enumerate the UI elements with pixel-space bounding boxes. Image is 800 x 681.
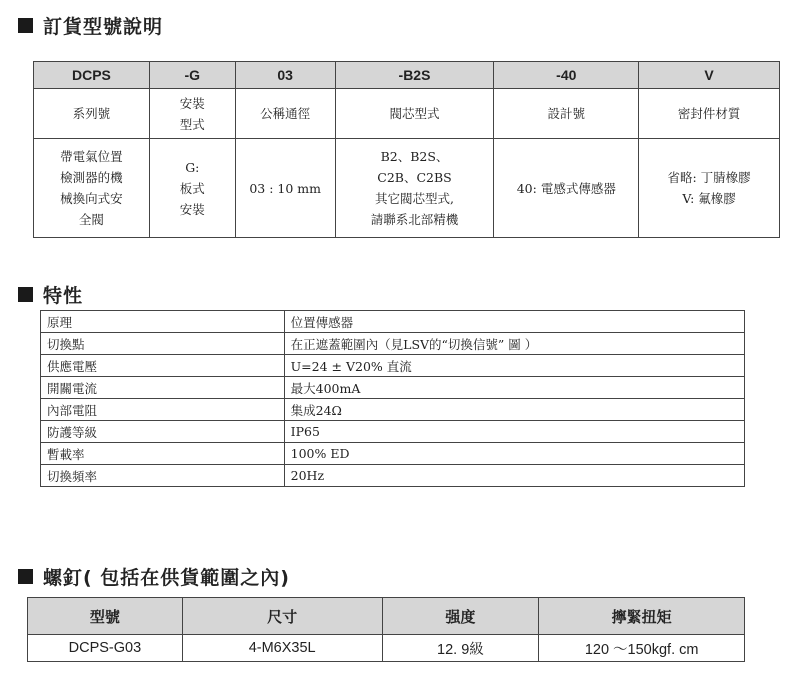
cell-line: 公稱通徑 [260, 106, 311, 121]
characteristic-row [41, 443, 745, 465]
characteristic-name: 內部電阻 [41, 399, 285, 421]
square-bullet-icon [18, 18, 33, 33]
square-bullet-icon [18, 569, 33, 584]
order-header-cell: V [639, 62, 780, 89]
cell-line: 40: 電感式傳感器 [516, 180, 616, 196]
characteristic-name: 供應電壓 [41, 355, 285, 377]
cell-line: G: [185, 159, 200, 175]
screw-section-heading [18, 563, 290, 590]
order-header-cell: -B2S [335, 62, 494, 89]
screw-header-cell: 擰緊扭矩 [539, 598, 745, 635]
screw-header-row [28, 598, 745, 635]
characteristic-value: 集成24Ω [284, 399, 744, 421]
characteristic-row [41, 333, 745, 355]
order-label-row [34, 89, 780, 139]
screw-table [27, 597, 745, 662]
props-heading-text: 特性 [43, 285, 84, 307]
screw-header-cell: 强度 [382, 598, 539, 635]
props-section-heading [18, 281, 83, 308]
screw-cell: DCPS-G03 [28, 635, 183, 662]
screw-cell: 120 ～150kgf. cm [539, 635, 745, 662]
characteristic-row [41, 421, 745, 443]
order-heading-text: 訂貨型號說明 [43, 16, 164, 38]
characteristics-table [40, 310, 745, 487]
characteristic-value: IP65 [284, 421, 744, 443]
cell-line: 閥芯型式 [389, 106, 440, 121]
characteristic-row [41, 465, 745, 487]
characteristic-name: 防護等級 [41, 421, 285, 443]
characteristic-row [41, 311, 745, 333]
order-desc-cell [34, 139, 150, 238]
cell-line: 安裝 [179, 201, 205, 217]
screw-cell: 12. 9級 [382, 635, 539, 662]
cell-line: 型式 [179, 116, 205, 132]
characteristic-value: 20Hz [284, 465, 744, 487]
cell-line: 密封件材質 [677, 106, 741, 121]
order-label-cell [335, 89, 494, 139]
characteristic-name: 切換點 [41, 333, 285, 355]
screw-header-cell: 尺寸 [182, 598, 382, 635]
characteristic-value: 最大400mA [284, 377, 744, 399]
cell-line: 械換向式安 [60, 191, 123, 206]
order-label-cell [639, 89, 780, 139]
cell-line: B2、B2S、 [380, 149, 449, 164]
order-header-cell: -G [149, 62, 235, 89]
cell-line: 安裝 [179, 95, 205, 111]
characteristic-name: 原理 [41, 311, 285, 333]
order-desc-cell [639, 139, 780, 238]
characteristic-row [41, 377, 745, 399]
cell-line: 其它閥芯型式, [375, 191, 454, 206]
characteristic-name: 切換頻率 [41, 465, 285, 487]
order-label-cell [34, 89, 150, 139]
order-description-row [34, 139, 780, 238]
characteristic-row [41, 399, 745, 421]
order-desc-cell [494, 139, 639, 238]
order-desc-cell [235, 139, 335, 238]
order-header-cell: DCPS [34, 62, 150, 89]
order-header-cell: 03 [235, 62, 335, 89]
screw-header-cell: 型號 [28, 598, 183, 635]
cell-line: 板式 [179, 180, 205, 196]
order-desc-cell [335, 139, 494, 238]
cell-line: 省略: 丁腈橡膠 [667, 170, 751, 185]
screw-heading-text: 螺釘( 包括在供貨範圍之內) [43, 567, 290, 589]
characteristic-value: 100% ED [284, 443, 744, 465]
order-label-cell [149, 89, 235, 139]
screw-cell: 4-M6X35L [182, 635, 382, 662]
cell-line: 系列號 [72, 106, 111, 121]
cell-line: 帶電氣位置 [60, 149, 123, 164]
screw-data-row [28, 635, 745, 662]
characteristic-value: 在正遮蓋範圍內（見LSV的“切換信號” 圖 ） [284, 333, 744, 355]
order-code-table [33, 61, 780, 238]
order-label-cell [235, 89, 335, 139]
characteristic-row [41, 355, 745, 377]
characteristic-value: U=24 ± V20% 直流 [284, 355, 744, 377]
order-label-cell [494, 89, 639, 139]
square-bullet-icon [18, 287, 33, 302]
order-header-row [34, 62, 780, 89]
cell-line: V: 氟橡膠 [682, 191, 736, 206]
cell-line: 全閥 [78, 212, 104, 227]
order-desc-cell [149, 139, 235, 238]
cell-line: C2B、C2BS [377, 170, 452, 185]
cell-line: 設計號 [547, 106, 586, 121]
characteristic-value: 位置傳感器 [284, 311, 744, 333]
cell-line: 請聯系北部精機 [370, 212, 459, 227]
characteristic-name: 開關電流 [41, 377, 285, 399]
cell-line: 03 : 10 mm [249, 180, 321, 196]
cell-line: 檢測器的機 [60, 170, 123, 185]
order-section-heading [18, 12, 163, 39]
characteristic-name: 暫載率 [41, 443, 285, 465]
order-header-cell: -40 [494, 62, 639, 89]
